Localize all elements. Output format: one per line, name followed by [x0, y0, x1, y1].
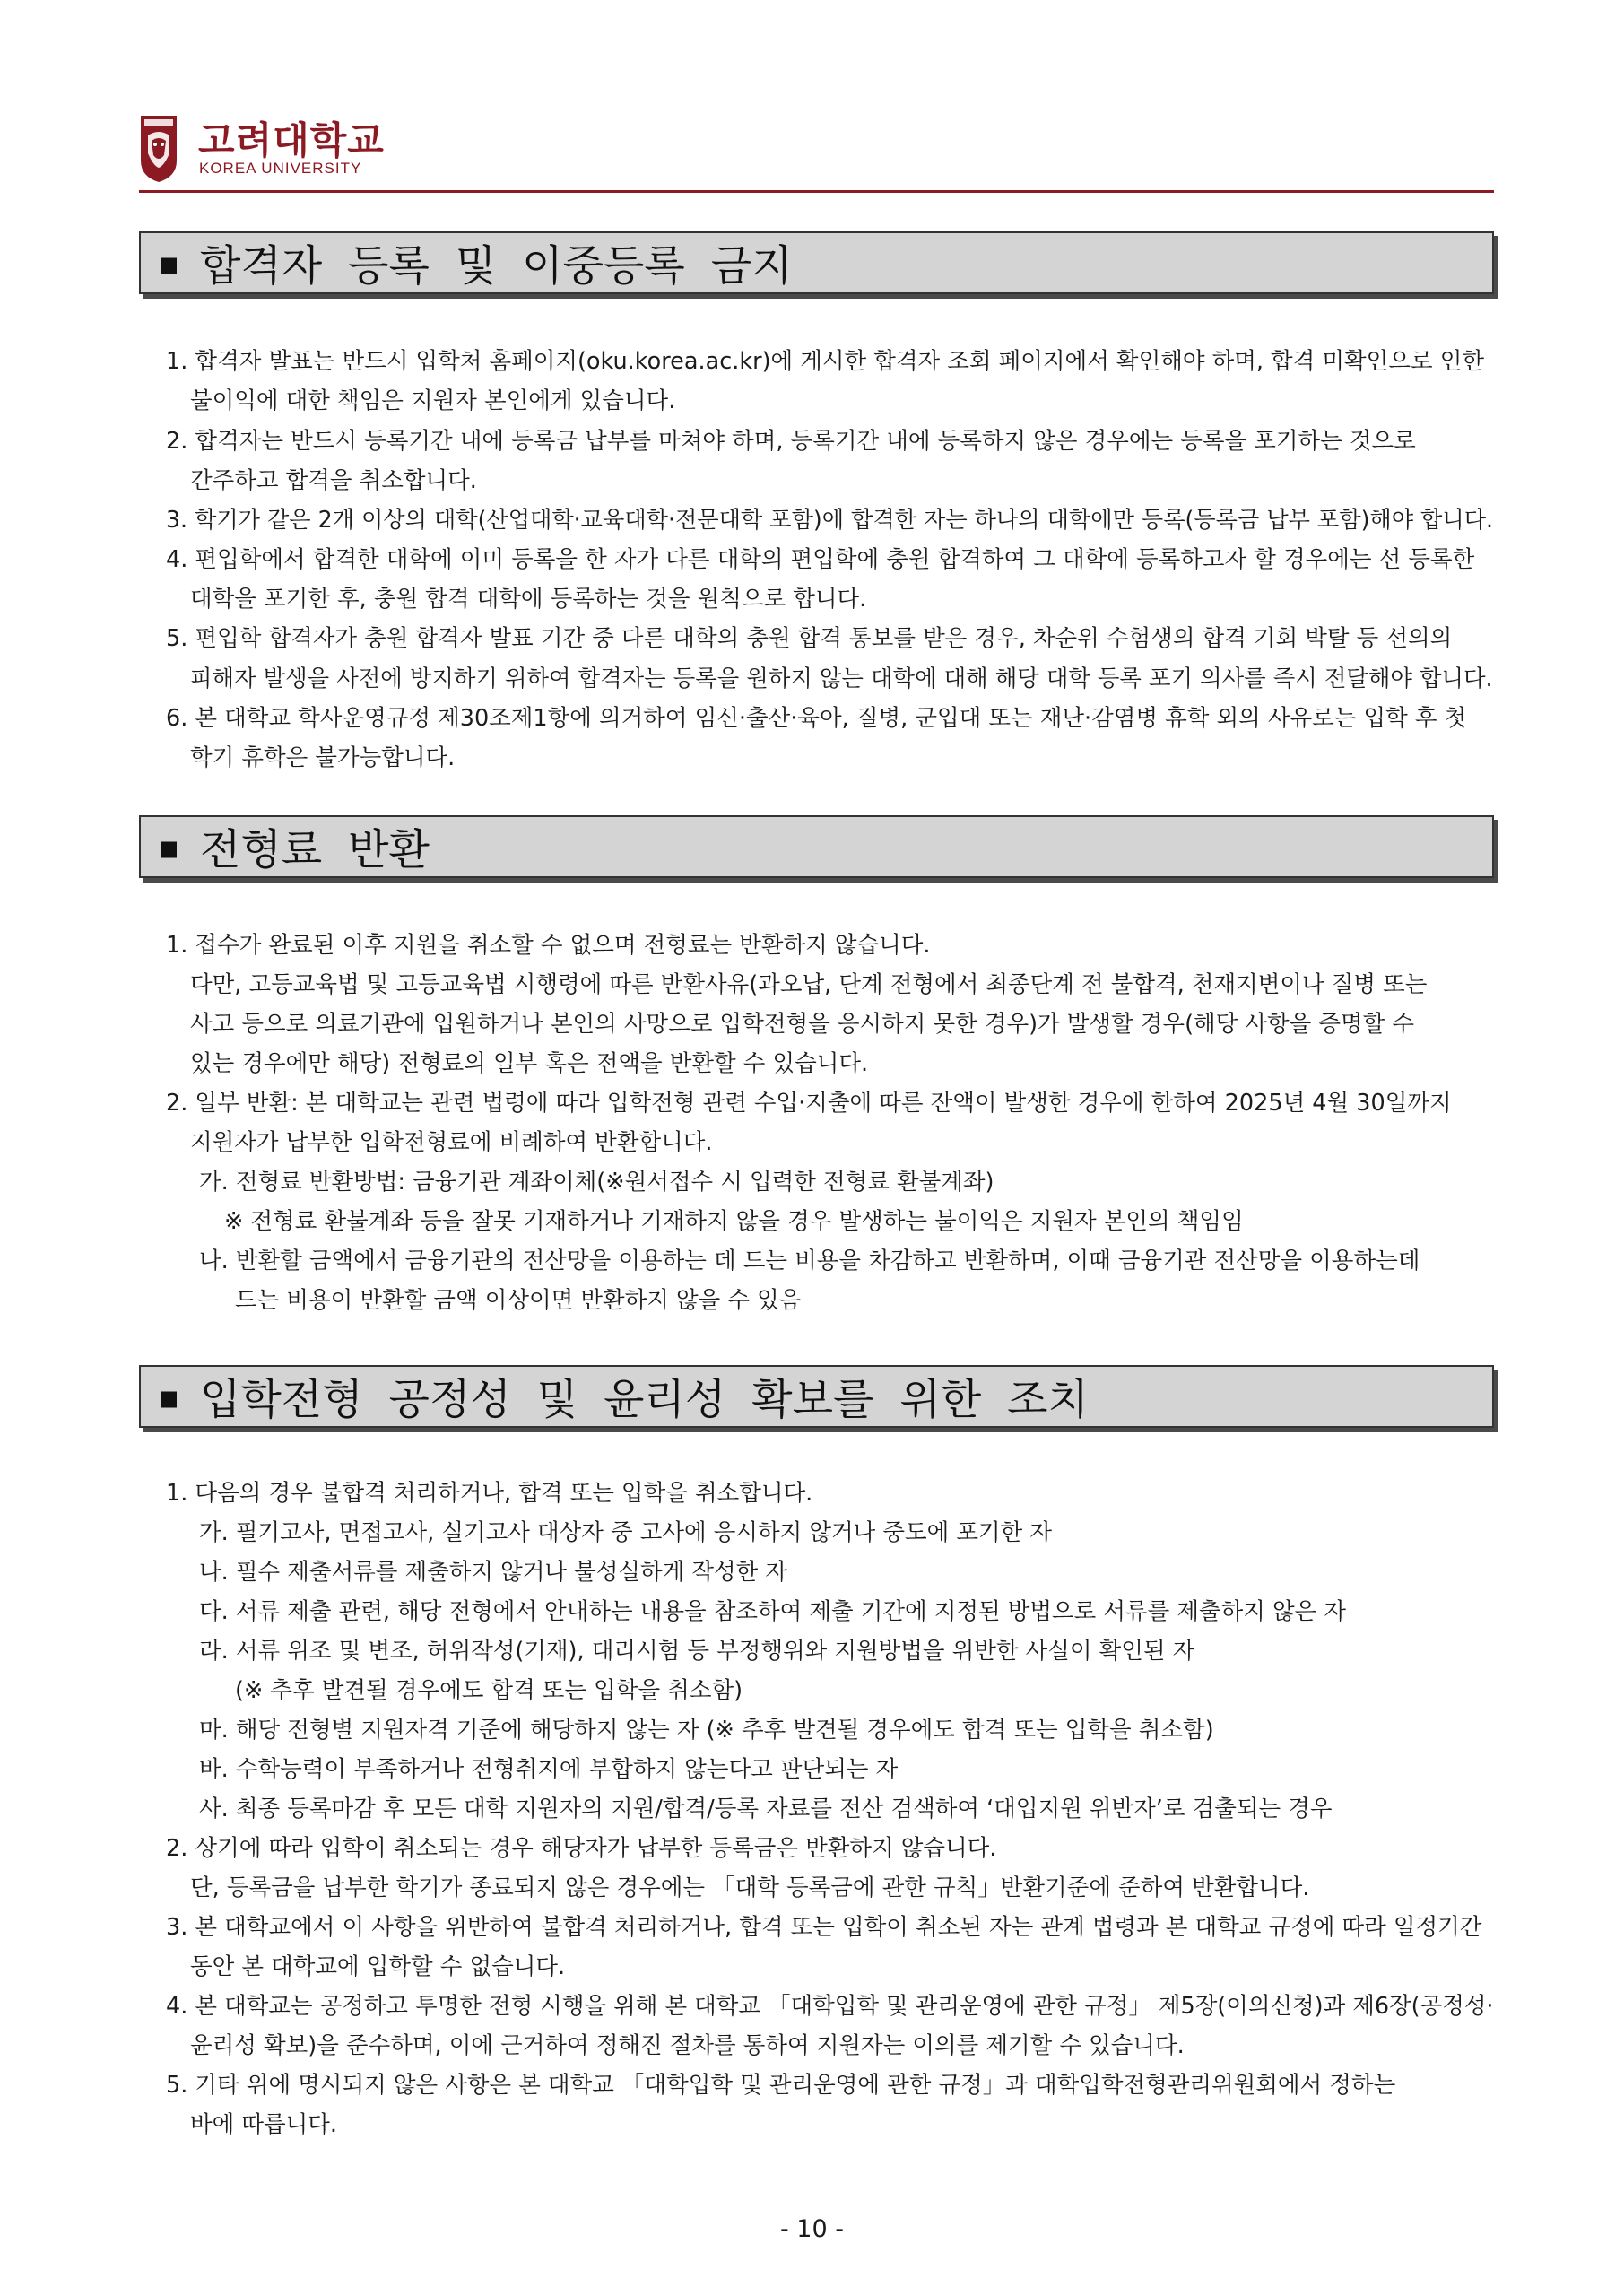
section-2-line: 사고 등으로 의료기관에 입원하거나 본인의 사망으로 입학전형을 응시하지 못한 경우)가 발생할 경우(해당 사항을 증명할 수 [190, 1011, 1415, 1038]
section-1-line: 3. 학기가 같은 2개 이상의 대학(산업대학·교육대학·전문대학 포함)에 합격한 자는 하나의 대학에만 등록(등록금 납부 포함)해야 합니다. [166, 507, 1494, 534]
section-3-line: 바에 따릅니다. [190, 2111, 338, 2138]
page-header [139, 109, 1493, 195]
section-3-line: 1. 다음의 경우 불합격 처리하거나, 합격 또는 입학을 취소합니다. [166, 1480, 813, 1507]
section-3-line: 단, 등록금을 납부한 학기가 종료되지 않은 경우에는 「대학 등록금에 관한 규칙」반환기준에 준하여 반환합니다. [190, 1874, 1310, 1901]
section-2-line: ※ 전형료 환불계좌 등을 잘못 기재하거나 기재하지 않을 경우 발생하는 불이익은 지원자 본인의 책임임 [224, 1208, 1244, 1235]
section-1-line: 5. 편입학 합격자가 충원 합격자 발표 기간 중 다른 대학의 충원 합격 통보를 받은 경우, 차순위 수험생의 합격 기회 박탈 등 선의의 [166, 625, 1453, 652]
section-2-line: 지원자가 납부한 입학전형료에 비례하여 반환합니다. [190, 1129, 713, 1156]
square-bullet-icon [161, 841, 177, 857]
section-1-line: 학기 휴학은 불가능합니다. [190, 744, 456, 771]
section-heading-fee-refund [139, 815, 1494, 878]
section-3-line: 나. 필수 제출서류를 제출하지 않거나 불성실하게 작성한 자 [199, 1559, 788, 1586]
section-3-line: (※ 추후 발견될 경우에도 합격 또는 입학을 취소함) [235, 1677, 743, 1704]
section-3-line: 라. 서류 위조 및 변조, 허위작성(기재), 대리시험 등 부정행위와 지원방법을 위반한 사실이 확인된 자 [199, 1638, 1195, 1665]
section-2-line: 1. 접수가 완료된 이후 지원을 취소할 수 없으며 전형료는 반환하지 않습니다. [166, 932, 931, 959]
section-1-line: 6. 본 대학교 학사운영규정 제30조제1항에 의거하여 임신·출산·육아, 질병, 군입대 또는 재난·감염병 휴학 외의 사유로는 입학 후 첫 [166, 705, 1467, 732]
section-3-line: 다. 서류 제출 관련, 해당 전형에서 안내하는 내용을 참조하여 제출 기간에 지정된 방법으로 서류를 제출하지 않은 자 [199, 1598, 1347, 1625]
section-2-line: 다만, 고등교육법 및 고등교육법 시행령에 따른 반환사유(과오납, 단계 전형에서 최종단계 전 불합격, 천재지변이나 질병 또는 [190, 971, 1428, 998]
section-3-line: 마. 해당 전형별 지원자격 기준에 해당하지 않는 자 (※ 추후 발견될 경우에도 합격 또는 입학을 취소함) [199, 1717, 1214, 1744]
page-number: - 10 - [779, 2215, 844, 2243]
section-3-line: 바. 수학능력이 부족하거나 전형취지에 부합하지 않는다고 판단되는 자 [199, 1756, 899, 1783]
section-3-line: 3. 본 대학교에서 이 사항을 위반하여 불합격 처리하거나, 합격 또는 입학이 취소된 자는 관계 법령과 본 대학교 규정에 따라 일정기간 [166, 1914, 1482, 1941]
logo-wordmark-english: KOREA UNIVERSITY [199, 160, 362, 177]
logo-wordmark-korean: 고려대학교 [198, 118, 385, 162]
section-1-line: 대학을 포기한 후, 충원 합격 대학에 등록하는 것을 원칙으로 합니다. [190, 586, 867, 613]
section-2-line: 있는 경우에만 해당) 전형료의 일부 혹은 전액을 반환할 수 있습니다. [190, 1050, 869, 1077]
section-2-line: 2. 일부 반환: 본 대학교는 관련 법령에 따라 입학전형 관련 수입·지출에 따른 잔액이 발생한 경우에 한하여 2025년 4월 30일까지 [166, 1090, 1452, 1117]
section-1-line: 1. 합격자 발표는 반드시 입학처 홈페이지(oku.korea.ac.kr)에 게시한 합격자 조회 페이지에서 확인해야 하며, 합격 미확인으로 인한 [166, 348, 1484, 375]
section-2-line: 드는 비용이 반환할 금액 이상이면 반환하지 않을 수 있음 [235, 1287, 802, 1314]
section-3-line: 4. 본 대학교는 공정하고 투명한 전형 시행을 위해 본 대학교 「대학입학 및 관리운영에 관한 규정」 제5장(이의신청)과 제6장(공정성· [166, 1993, 1494, 2020]
section-3-line: 2. 상기에 따라 입학이 취소되는 경우 해당자가 납부한 등록금은 반환하지 않습니다. [166, 1835, 997, 1862]
section-heading-fairness [139, 1365, 1494, 1428]
section-1-line: 피해자 발생을 사전에 방지하기 위하여 합격자는 등록을 원하지 않는 대학에 대해 해당 대학 등록 포기 의사를 즉시 전달해야 합니다. [190, 665, 1493, 692]
section-1-line: 2. 합격자는 반드시 등록기간 내에 등록금 납부를 마쳐야 하며, 등록기간 내에 등록하지 않은 경우에는 등록을 포기하는 것으로 [166, 428, 1416, 455]
section-title: 입학전형 공정성 및 윤리성 확보를 위한 조치 [200, 1375, 1089, 1425]
square-bullet-icon [161, 1391, 177, 1407]
section-title: 전형료 반환 [200, 825, 430, 875]
section-3-line: 가. 필기고사, 면접고사, 실기고사 대상자 중 고사에 응시하지 않거나 중도에 포기한 자 [199, 1519, 1053, 1546]
section-3-line: 동안 본 대학교에 입학할 수 없습니다. [190, 1953, 566, 1980]
section-heading-registration [139, 231, 1494, 294]
section-2-line: 가. 전형료 반환방법: 금융기관 계좌이체(※원서접수 시 입력한 전형료 환불계좌) [199, 1169, 994, 1196]
section-1-line: 간주하고 합격을 취소합니다. [190, 467, 477, 494]
section-title: 합격자 등록 및 이중등록 금지 [200, 241, 793, 291]
header-divider [139, 190, 1494, 193]
section-3-line: 윤리성 확보)을 준수하며, 이에 근거하여 정해진 절차를 통하여 지원자는 이의를 제기할 수 있습니다. [190, 2032, 1185, 2059]
korea-university-crest-icon [139, 114, 178, 184]
section-2-line: 나. 반환할 금액에서 금융기관의 전산망을 이용하는 데 드는 비용을 차감하고 반환하며, 이때 금융기관 전산망을 이용하는데 [199, 1248, 1420, 1274]
section-1-line: 불이익에 대한 책임은 지원자 본인에게 있습니다. [190, 387, 676, 414]
section-3-line: 5. 기타 위에 명시되지 않은 사항은 본 대학교 「대학입학 및 관리운영에 관한 규정」과 대학입학전형관리위원회에서 정하는 [166, 2072, 1396, 2099]
section-3-line: 사. 최종 등록마감 후 모든 대학 지원자의 지원/합격/등록 자료를 전산 검색하여 ‘대입지원 위반자’로 검출되는 경우 [199, 1796, 1333, 1822]
square-bullet-icon [161, 257, 177, 274]
section-1-line: 4. 편입학에서 합격한 대학에 이미 등록을 한 자가 다른 대학의 편입학에 충원 합격하여 그 대학에 등록하고자 할 경우에는 선 등록한 [166, 546, 1475, 573]
